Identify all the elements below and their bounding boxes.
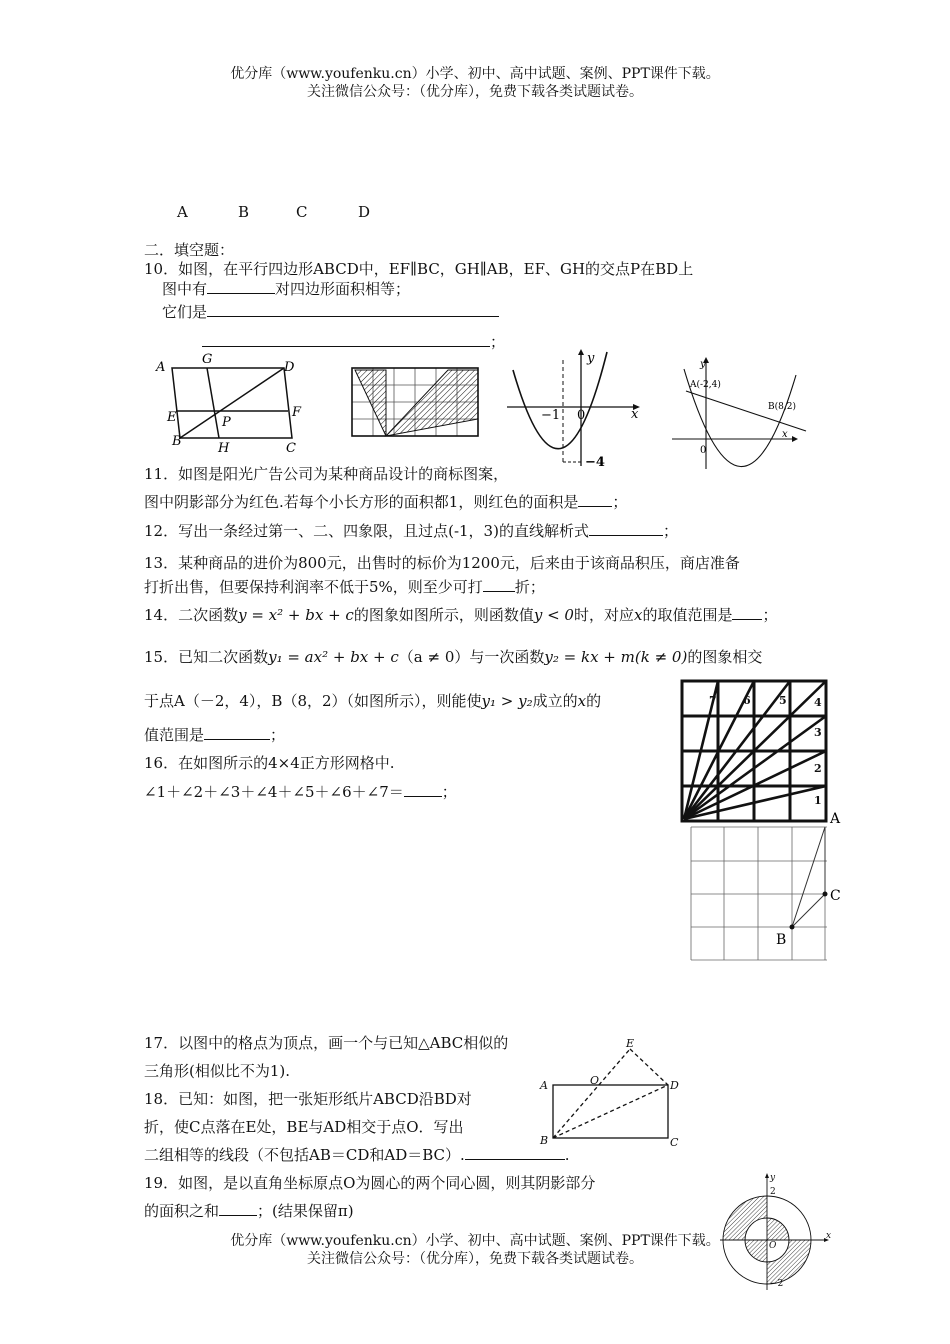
q19-line-2: 的面积之和 ；(结果保留π) (144, 1202, 354, 1220)
fig19-tick-2: 2 (770, 1187, 776, 1197)
footer-line-1: 优分库（www.youfenku.cn）小学、初中、高中试题、案例、PPT课件下载。 (230, 1233, 720, 1249)
fig16-angle-5: 5 (779, 694, 787, 707)
fig19-tick-neg2: −2 (770, 1279, 784, 1289)
q16-blank[interactable] (404, 796, 442, 797)
section-title: 二．填空题： (144, 241, 235, 259)
fig10-label-d: D (284, 360, 295, 375)
fig17-label-b: B (776, 932, 787, 948)
fig15-y-label: y (700, 359, 706, 370)
fig15-point-b: B(8,2) (768, 402, 796, 412)
q10-line-4: ； (202, 332, 505, 352)
fig16-angle-6: 6 (743, 694, 751, 707)
q10-blank-which-2[interactable] (202, 346, 490, 347)
fig19-concentric-circles (720, 1172, 836, 1292)
q10-line-2: 图中有 对四边形面积相等； (162, 280, 411, 298)
fig18-label-d: D (670, 1079, 679, 1092)
fig15-x-label: x (782, 429, 788, 440)
fig14-y-label: y (587, 351, 595, 366)
fig14-origin: 0 (577, 408, 586, 423)
q10-line-3: 它们是 (162, 302, 499, 322)
q16-line-2: ∠1＋∠2＋∠3＋∠4＋∠5＋∠6＋∠7＝ ； (144, 783, 457, 801)
q18-line-3: 二组相等的线段（不包括AB＝CD和AD＝BC）. . (144, 1146, 570, 1164)
q11-blank[interactable] (578, 506, 612, 507)
q10-line-1: 10．如图，在平行四边形ABCD中，EF∥BC，GH∥AB，EF、GH的交点P在BD上 (144, 260, 694, 278)
q19-line-1: 19．如图，是以直角坐标原点O为圆心的两个同心圆，则其阴影部分 (144, 1174, 596, 1192)
fig17-lattice-triangle (684, 808, 844, 968)
fig14-x-label: x (631, 407, 639, 422)
footer-line-2: 关注微信公众号：（优分库），免费下载各类试题试卷。 (307, 1251, 643, 1267)
fig17-label-c: C (830, 888, 841, 904)
fig19-origin: O (769, 1241, 777, 1251)
q18-line-1: 18．已知：如图，把一张矩形纸片ABCD沿BD对 (144, 1090, 472, 1108)
option-b: B (238, 203, 250, 221)
fig16-angle-7: 7 (709, 694, 717, 707)
fig18-label-o: O (590, 1074, 600, 1087)
q17-line-1: 17．以图中的格点为顶点，画一个与已知△ABC相似的 (144, 1034, 509, 1052)
fig15-intersection (670, 355, 810, 475)
q18-blank[interactable] (465, 1159, 565, 1160)
q13-line-1: 13．某种商品的进价为800元，出售时的标价为1200元，后来由于该商品积压，商店准备 (144, 554, 740, 572)
q11-line-2: 图中阴影部分为红色.若每个小长方形的面积都1，则红色的面积是 ； (144, 493, 628, 511)
q11-line-1: 11．如图是阳光广告公司为某种商品设计的商标图案， (144, 465, 509, 483)
q14-blank[interactable] (732, 619, 762, 620)
header-line-1: 优分库（www.youfenku.cn）小学、初中、高中试题、案例、PPT课件下载。 (230, 66, 720, 82)
header-line-2: 关注微信公众号：（优分库），免费下载各类试题试卷。 (307, 84, 643, 100)
fig10-parallelogram (150, 350, 310, 456)
option-c: C (296, 203, 308, 221)
fig10-label-b: B (172, 434, 182, 449)
fig16-angle-3: 3 (814, 726, 822, 739)
q12-line: 12．写出一条经过第一、二、四象限，且过点(-1，3)的直线解析式 ； (144, 522, 678, 540)
q16-line-1: 16．在如图所示的4×4正方形网格中. (144, 754, 395, 772)
q15-blank[interactable] (204, 739, 270, 740)
fig16-angle-1: 1 (814, 794, 822, 807)
q15-line-1: 15．已知二次函数y₁ = ax² + bx + c（a ≠ 0）与一次函数y₂ = kx + m(k ≠ 0)的图象相交 (144, 648, 763, 666)
fig16-angle-2: 2 (814, 762, 822, 775)
fig18-label-b: B (540, 1134, 549, 1147)
fig10-label-e: E (167, 410, 177, 425)
option-a: A (177, 203, 188, 221)
fig14-min: −4 (585, 455, 605, 470)
fig14-parabola (505, 352, 645, 470)
fig19-y-label: y (770, 1173, 776, 1183)
fig10-label-c: C (286, 441, 296, 456)
q19-blank[interactable] (219, 1215, 257, 1216)
q13-blank[interactable] (483, 591, 515, 592)
fig10-label-f: F (292, 405, 302, 420)
fig18-label-e: E (626, 1037, 635, 1050)
fig18-label-c: C (670, 1136, 679, 1149)
fig16-angle-4: 4 (814, 696, 822, 709)
q10-blank-count[interactable] (207, 293, 275, 294)
fig10-label-a: A (156, 360, 166, 375)
fig15-origin: 0 (700, 445, 707, 456)
option-d: D (358, 203, 371, 221)
fig15-point-a: A(-2,4) (690, 380, 721, 390)
fig18-label-a: A (540, 1079, 548, 1092)
q10-blank-which-1[interactable] (207, 316, 499, 317)
fig16-angle-grid (680, 678, 828, 824)
fig19-x-label: x (826, 1231, 832, 1241)
q17-line-2: 三角形(相似比不为1). (144, 1062, 291, 1080)
fig11-logo-grid (352, 368, 482, 438)
fig14-neg-one: −1 (541, 408, 561, 423)
q18-line-2: 折，使C点落在E处，BE与AD相交于点O．写出 (144, 1118, 464, 1136)
q14-line: 14．二次函数y = x² + bx + c的图象如图所示，则函数值y < 0时，对应x的取值范围是 ； (144, 606, 778, 624)
q13-line-2: 打折出售，但要保持利润率不低于5%，则至少可打 折； (144, 578, 545, 596)
q15-line-3: 值范围是 ； (144, 726, 286, 744)
fig10-label-h: H (218, 441, 230, 456)
fig17-label-a: A (830, 811, 841, 827)
fig10-label-g: G (202, 352, 213, 367)
fig18-folded-rectangle (536, 1037, 686, 1152)
q12-blank[interactable] (589, 535, 663, 536)
fig10-label-p: P (222, 415, 231, 430)
q15-line-2: 于点A（－2，4），B（8，2）（如图所示），则能使y₁ > y₂成立的x的 (144, 692, 602, 710)
